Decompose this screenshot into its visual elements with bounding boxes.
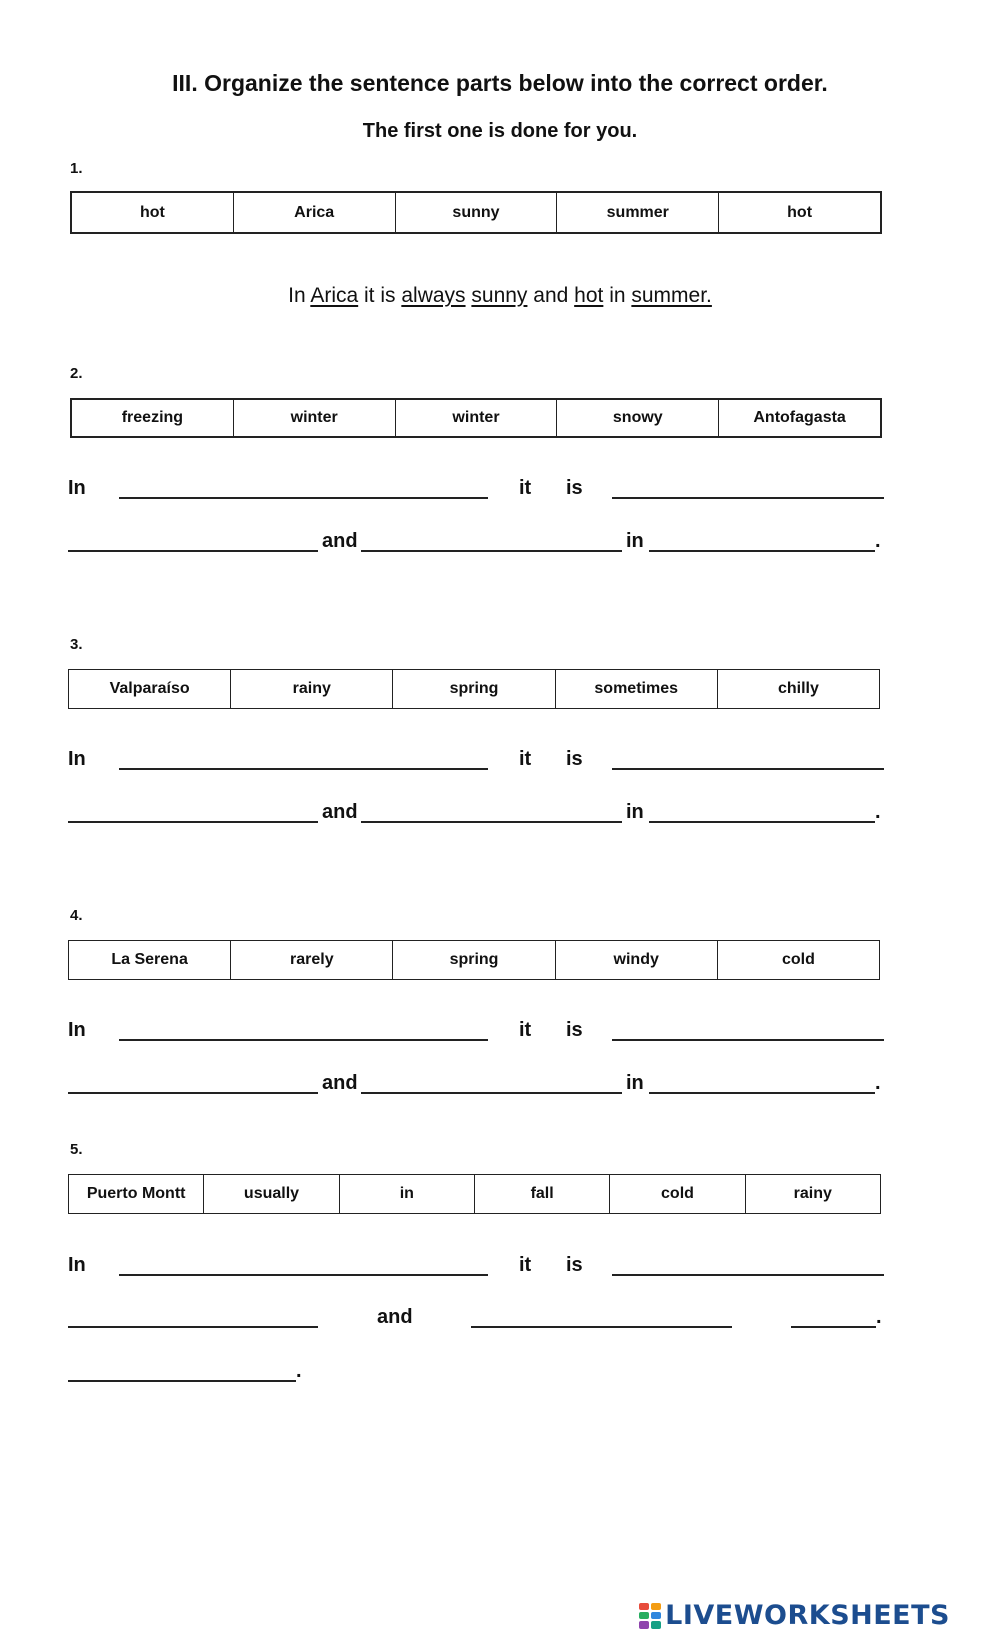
word-box xyxy=(68,1174,881,1214)
answer-blank[interactable] xyxy=(68,1380,296,1382)
word-cell: cold xyxy=(717,941,879,979)
sentence-period: . xyxy=(875,1072,881,1094)
answer-blank[interactable] xyxy=(68,1326,318,1328)
answer-blank[interactable] xyxy=(361,550,622,552)
answer-blank[interactable] xyxy=(649,821,875,823)
word-box xyxy=(70,191,882,234)
sentence-word-is: is xyxy=(566,1254,583,1276)
answer-blank[interactable] xyxy=(361,1092,622,1094)
sentence-word-and: and xyxy=(377,1306,413,1328)
sentence-period: . xyxy=(875,801,881,823)
sentence-word-and: and xyxy=(322,530,358,552)
sentence-word-is: is xyxy=(566,1019,583,1041)
word-cell: rainy xyxy=(745,1175,880,1213)
word-cell: in xyxy=(339,1175,474,1213)
sentence-word-in: in xyxy=(626,1072,644,1094)
answer-blank[interactable] xyxy=(471,1326,732,1328)
sentence-word-is: is xyxy=(566,748,583,770)
word-cell: spring xyxy=(392,941,554,979)
liveworksheets-logo xyxy=(639,1600,950,1631)
word-cell: sunny xyxy=(395,193,557,232)
answer-blank[interactable] xyxy=(119,1039,488,1041)
answer-blank[interactable] xyxy=(791,1326,876,1328)
liveworksheets-logo-icon xyxy=(639,1603,661,1629)
word-box xyxy=(68,940,880,980)
sentence-word-in: In xyxy=(68,1019,86,1041)
word-cell: spring xyxy=(392,670,554,708)
word-cell: La Serena xyxy=(111,951,188,968)
word-cell: Valparaíso xyxy=(109,680,190,697)
word-cell: fall xyxy=(474,1175,609,1213)
answer-blank[interactable] xyxy=(612,1039,884,1041)
word-cell: rarely xyxy=(230,941,392,979)
answer-blank[interactable] xyxy=(612,1274,884,1276)
answer-blank[interactable] xyxy=(68,550,318,552)
answer-blank[interactable] xyxy=(612,497,884,499)
sentence-word-it: it xyxy=(519,748,532,770)
worksheet-title: III. Organize the sentence parts below into the correct order. xyxy=(172,70,828,96)
question-number: 2. xyxy=(70,365,83,382)
worksheet-subtitle: The first one is done for you. xyxy=(362,120,638,142)
sentence-period: . xyxy=(296,1360,302,1382)
sentence-word-is: is xyxy=(566,477,583,499)
word-box xyxy=(70,398,882,438)
word-cell: Arica xyxy=(233,193,395,232)
answer-blank[interactable] xyxy=(649,550,875,552)
word-cell: freezing xyxy=(121,409,184,426)
word-box xyxy=(68,669,880,709)
sentence-word-it: it xyxy=(519,1019,532,1041)
answer-blank[interactable] xyxy=(361,821,622,823)
sentence-word-and: and xyxy=(322,1072,358,1094)
word-cell: snowy xyxy=(556,400,718,436)
word-cell: windy xyxy=(555,941,717,979)
answer-blank[interactable] xyxy=(119,768,488,770)
sentence-word-in: In xyxy=(68,1254,86,1276)
sentence-word-it: it xyxy=(519,1254,532,1276)
word-cell: Antofagasta xyxy=(718,400,880,436)
word-cell: usually xyxy=(203,1175,338,1213)
sentence-word-it: it xyxy=(519,477,532,499)
sentence-period: . xyxy=(876,1306,882,1328)
sentence-word-and: and xyxy=(322,801,358,823)
word-cell: cold xyxy=(609,1175,744,1213)
answer-blank[interactable] xyxy=(649,1092,875,1094)
example-sentence: In Arica it is always sunny and hot in summer. xyxy=(288,284,712,307)
answer-blank[interactable] xyxy=(119,1274,488,1276)
sentence-word-in: in xyxy=(626,801,644,823)
answer-blank[interactable] xyxy=(68,821,318,823)
word-cell: hot xyxy=(718,193,880,232)
question-number: 4. xyxy=(70,907,83,924)
word-cell: winter xyxy=(395,400,557,436)
answer-blank[interactable] xyxy=(68,1092,318,1094)
word-cell: chilly xyxy=(717,670,879,708)
question-number: 5. xyxy=(70,1141,83,1158)
word-cell: Puerto Montt xyxy=(86,1185,186,1202)
word-cell: summer xyxy=(556,193,718,232)
word-cell: hot xyxy=(139,203,165,221)
word-cell: sometimes xyxy=(555,670,717,708)
sentence-word-in: in xyxy=(626,530,644,552)
sentence-word-in: In xyxy=(68,748,86,770)
word-cell: winter xyxy=(233,400,395,436)
answer-blank[interactable] xyxy=(612,768,884,770)
logo-text: LIVEWORKSHEETS xyxy=(665,1600,950,1631)
question-number: 3. xyxy=(70,636,83,653)
sentence-word-in: In xyxy=(68,477,86,499)
answer-blank[interactable] xyxy=(119,497,488,499)
sentence-period: . xyxy=(875,530,881,552)
word-cell: rainy xyxy=(230,670,392,708)
question-number: 1. xyxy=(70,160,83,177)
